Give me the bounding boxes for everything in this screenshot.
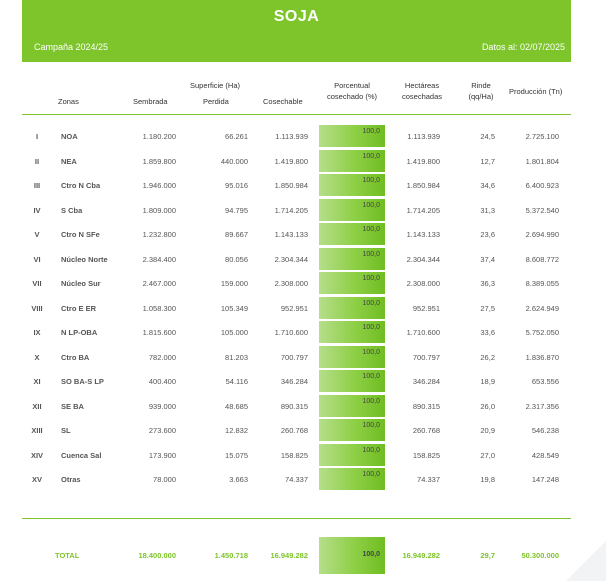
sembrada-value: 2.467.000 (142, 279, 176, 288)
zone-name: NOA (61, 132, 78, 141)
table-row (22, 198, 571, 221)
col-superficie: Superficie (Ha) (190, 81, 241, 90)
zone-name: SO BA-S LP (61, 377, 104, 386)
cosechadas-value: 1.850.984 (406, 181, 440, 190)
campaign-label: Campaña 2024/25 (34, 42, 109, 52)
cosechable-value: 74.337 (285, 475, 308, 484)
row-number: VII (32, 279, 42, 288)
total-label: TOTAL (55, 551, 80, 560)
cosechadas-value: 1.710.600 (406, 328, 440, 337)
row-number: X (34, 352, 40, 362)
produccion-value: 428.549 (531, 450, 559, 460)
produccion-value: 546.238 (531, 426, 559, 435)
cosechadas-value: 1.113.939 (407, 132, 440, 141)
zone-name: Ctro N SFe (61, 230, 100, 239)
perdida-value: 105.349 (220, 303, 248, 313)
produccion-value: 1.801.804 (525, 156, 559, 166)
cosechadas-value: 1.143.133 (406, 230, 440, 239)
cosechable-value: 1.850.984 (274, 181, 308, 190)
pct-value: 100,0 (362, 348, 380, 356)
page-title: SOJA (273, 8, 320, 25)
pct-bar (319, 419, 385, 441)
cosechable-value: 1.419.800 (274, 156, 308, 166)
table-row (22, 467, 571, 490)
row-number: I (35, 132, 39, 141)
total-rinde: 29,7 (480, 551, 495, 560)
total-sembrada: 18.400.000 (138, 551, 176, 560)
zone-name: S Cba (61, 205, 83, 215)
sembrada-value: 1.180.200 (142, 132, 176, 141)
rinde-value: 37,4 (480, 254, 495, 264)
sembrada-value: 400.400 (148, 377, 176, 386)
total-perdida: 1.450.718 (214, 551, 248, 560)
row-number: XV (31, 475, 42, 484)
table-row (22, 443, 571, 466)
zone-name: SL (61, 426, 71, 435)
col-rinde-line1: Rinde (471, 81, 491, 90)
pct-value: 100,0 (362, 128, 380, 135)
zone-name: Ctro E ER (61, 303, 97, 313)
pct-bar (319, 199, 385, 221)
zone-name: Núcleo Sur (61, 279, 101, 288)
pct-bar (319, 150, 385, 172)
produccion-value: 6.400.923 (525, 181, 559, 190)
zone-name: Ctro N Cba (61, 181, 101, 190)
table-row (22, 296, 571, 319)
sembrada-value: 1.815.600 (142, 328, 176, 337)
produccion-value: 2.694.990 (525, 230, 559, 239)
perdida-value: 94.795 (225, 205, 248, 215)
table-row (22, 124, 571, 147)
produccion-value: 2.725.100 (525, 132, 559, 141)
total-pct-bar (319, 537, 385, 574)
cosechadas-value: 260.768 (412, 426, 440, 435)
report-header (22, 0, 571, 62)
rinde-value: 34,6 (480, 181, 495, 190)
table-row (22, 418, 571, 441)
zone-name: Ctro BA (61, 352, 90, 362)
col-cosechable: Cosechable (263, 97, 303, 106)
perdida-value: 105.000 (220, 328, 248, 337)
pct-bar (319, 174, 385, 196)
produccion-value: 1.836.870 (525, 352, 559, 362)
zone-name: Núcleo Norte (61, 254, 108, 264)
row-number: II (34, 156, 40, 166)
pct-bar (319, 125, 385, 147)
pct-bar (319, 248, 385, 270)
pct-bar (319, 468, 385, 490)
rinde-value: 12,7 (480, 156, 495, 166)
col-porcentual-line1: Porcentual (334, 81, 370, 90)
total-row (22, 537, 571, 573)
sembrada-value: 78.000 (153, 475, 176, 484)
table-row (22, 345, 571, 368)
pct-value: 100,0 (362, 275, 380, 282)
total-pct-value: 100,0 (362, 551, 380, 558)
sembrada-value: 1.058.300 (142, 303, 176, 313)
sembrada-value: 1.946.000 (142, 181, 176, 190)
col-porcentual (320, 80, 384, 102)
rinde-value: 36,3 (480, 279, 495, 288)
col-rinde-line2: (qq/Ha) (468, 92, 494, 101)
col-zonas: Zonas (58, 97, 79, 106)
pct-bar (319, 395, 385, 417)
rinde-value: 33,6 (480, 328, 495, 337)
pct-bar (319, 272, 385, 294)
sembrada-value: 1.859.800 (142, 156, 176, 166)
page-corner-decoration (566, 541, 606, 581)
rinde-value: 24,5 (480, 132, 495, 141)
produccion-value: 653.556 (531, 377, 559, 386)
cosechable-value: 346.284 (280, 377, 308, 386)
header-separator (22, 114, 571, 115)
sembrada-value: 2.384.400 (142, 254, 176, 264)
perdida-value: 80.056 (225, 254, 248, 264)
sembrada-value: 782.000 (148, 352, 176, 362)
zone-name: NEA (61, 156, 77, 166)
rinde-value: 26,0 (480, 401, 495, 411)
data-date: Datos al: 02/07/2025 (481, 42, 565, 52)
rinde-value: 31,3 (480, 205, 495, 215)
total-separator (22, 518, 571, 519)
produccion-value: 8.389.055 (525, 279, 559, 288)
pct-value: 100,0 (362, 324, 380, 331)
cosechable-value: 158.825 (280, 450, 308, 460)
row-number: IX (33, 328, 41, 337)
cosechable-value: 260.768 (280, 426, 308, 435)
zone-name: SE BA (61, 401, 84, 411)
cosechable-value: 1.714.205 (274, 205, 308, 215)
col-hectareas-line1: Hectáreas (404, 81, 440, 90)
cosechable-value: 700.797 (280, 352, 308, 362)
table-row (22, 394, 571, 417)
row-number: XII (32, 401, 42, 411)
col-porcentual-line2: cosechado (%) (326, 92, 378, 101)
pct-value: 100,0 (362, 471, 380, 478)
perdida-value: 81.203 (225, 352, 248, 362)
row-number: VIII (31, 303, 43, 313)
produccion-value: 2.317.356 (525, 401, 559, 411)
sembrada-value: 1.809.000 (142, 205, 176, 215)
cosechable-value: 2.308.000 (274, 279, 308, 288)
rinde-value: 20,9 (480, 426, 495, 435)
cosechadas-value: 1.714.205 (406, 205, 440, 215)
cosechadas-value: 74.337 (417, 475, 440, 484)
pct-bar (319, 223, 385, 245)
produccion-value: 5.752.050 (525, 328, 559, 337)
cosechable-value: 1.710.600 (274, 328, 308, 337)
sembrada-value: 173.900 (148, 450, 176, 460)
col-produccion: Producción (Tn) (509, 87, 563, 96)
col-rinde (466, 80, 496, 102)
rinde-value: 26,2 (480, 352, 495, 362)
cosechadas-value: 2.304.344 (406, 254, 440, 264)
zone-name: Otras (61, 475, 81, 484)
cosechadas-value: 2.308.000 (406, 279, 440, 288)
pct-value: 100,0 (362, 446, 380, 454)
perdida-value: 440.000 (220, 156, 248, 166)
produccion-value: 2.624.949 (525, 303, 559, 313)
perdida-value: 89.667 (225, 230, 248, 239)
row-number: III (33, 181, 41, 190)
pct-value: 100,0 (362, 177, 380, 184)
row-number: VI (33, 254, 41, 264)
cosechable-value: 1.143.133 (274, 230, 308, 239)
cosechadas-value: 700.797 (412, 352, 440, 362)
cosechable-value: 890.315 (280, 401, 308, 411)
pct-value: 100,0 (362, 299, 380, 307)
perdida-value: 66.261 (225, 132, 248, 141)
pct-value: 100,0 (362, 152, 380, 160)
pct-value: 100,0 (362, 422, 380, 429)
cosechadas-value: 1.419.800 (406, 156, 440, 166)
cosechadas-value: 158.825 (412, 450, 440, 460)
perdida-value: 12.832 (225, 426, 248, 435)
zone-name: N LP-OBA (61, 328, 98, 337)
pct-bar (319, 346, 385, 368)
produccion-value: 147.248 (531, 475, 559, 484)
pct-value: 100,0 (362, 397, 380, 405)
rinde-value: 18,9 (480, 377, 495, 386)
produccion-value: 5.372.540 (525, 205, 559, 215)
pct-value: 100,0 (362, 373, 380, 380)
cosechadas-value: 952.951 (412, 303, 440, 313)
pct-value: 100,0 (362, 226, 380, 233)
table-row (22, 369, 571, 392)
pct-bar (319, 321, 385, 343)
perdida-value: 159.000 (220, 279, 248, 288)
row-number: XI (33, 377, 41, 386)
perdida-value: 48.685 (225, 401, 248, 411)
perdida-value: 15.075 (225, 450, 248, 460)
sembrada-value: 273.600 (148, 426, 176, 435)
cosechable-value: 952.951 (280, 303, 308, 313)
row-number: IV (33, 205, 41, 215)
pct-value: 100,0 (362, 201, 380, 209)
perdida-value: 3.663 (229, 475, 248, 484)
pct-bar (319, 297, 385, 319)
sembrada-value: 1.232.800 (142, 230, 176, 239)
cosechadas-value: 890.315 (412, 401, 440, 411)
table-row (22, 222, 571, 245)
perdida-value: 54.116 (225, 377, 248, 386)
cosechable-value: 1.113.939 (275, 132, 308, 141)
col-perdida: Perdida (203, 97, 229, 106)
zone-name: Cuenca Sal (61, 450, 102, 460)
row-number: V (34, 230, 40, 239)
table-row (22, 320, 571, 343)
cosechable-value: 2.304.344 (274, 254, 308, 264)
table-row (22, 149, 571, 172)
rinde-value: 19,8 (480, 475, 495, 484)
col-sembrada: Sembrada (133, 97, 168, 106)
row-number: XIV (30, 450, 44, 460)
row-number: XIII (31, 426, 43, 435)
total-cosechadas: 16.949.282 (402, 551, 440, 560)
perdida-value: 95.016 (225, 181, 248, 190)
pct-bar (319, 370, 385, 392)
rinde-value: 27,5 (480, 303, 495, 313)
pct-bar (319, 444, 385, 466)
rinde-value: 27,0 (480, 450, 495, 460)
col-hectareas (394, 80, 450, 102)
table-row (22, 247, 571, 270)
cosechadas-value: 346.284 (412, 377, 440, 386)
sembrada-value: 939.000 (148, 401, 176, 411)
table-row (22, 173, 571, 196)
pct-value: 100,0 (362, 250, 380, 258)
rinde-value: 23,6 (480, 230, 495, 239)
table-row (22, 271, 571, 294)
total-cosechable: 16.949.282 (270, 551, 308, 560)
produccion-value: 8.608.772 (525, 254, 559, 264)
col-hectareas-line2: cosechadas (401, 92, 443, 101)
total-produccion: 50.300.000 (521, 551, 559, 560)
